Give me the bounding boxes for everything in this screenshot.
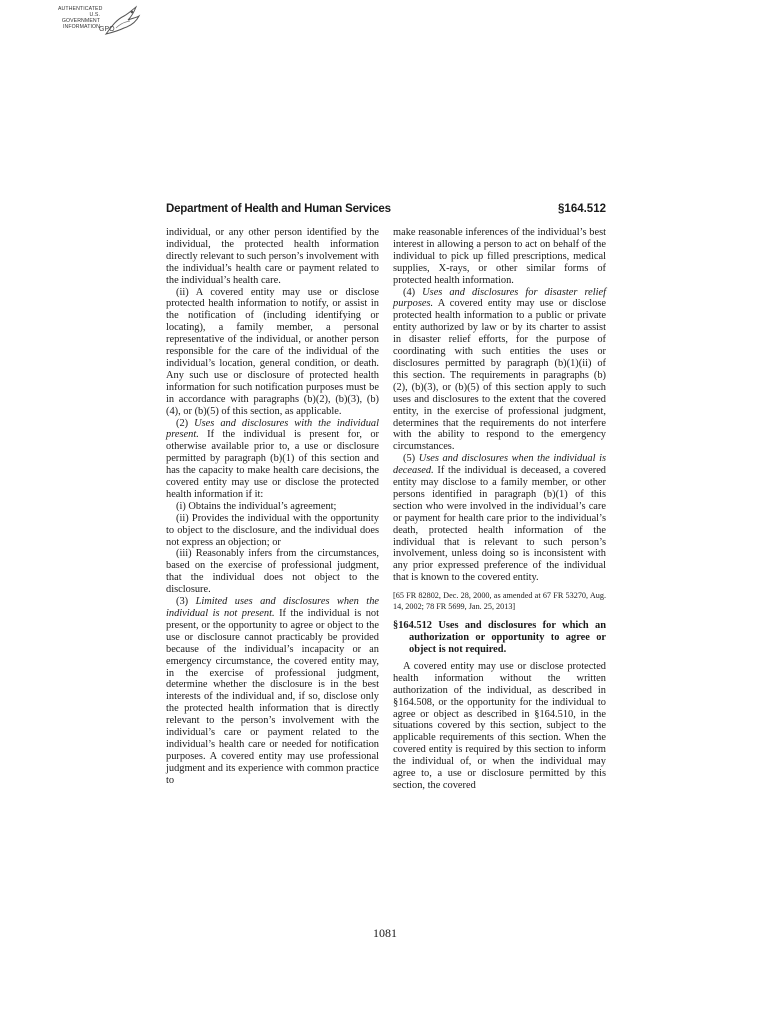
paragraph-heading: Limited uses and disclosures when the individual is not present.	[166, 596, 379, 619]
running-head	[166, 203, 606, 219]
paragraph: individual, or any other person identified by the individual, the protected health information directly relevant to such person’s involvement with the individual’s health care or payment related to the individual’s health care.	[166, 227, 379, 286]
paragraph: (i) Obtains the individual’s agreement;	[176, 500, 337, 512]
agency-title: Department of Health and Human Services	[166, 203, 391, 215]
paragraph: (3) Limited uses and disclosures when the individual is not present. If the individual is not present, or the opportunity to agree or object to the use or disclosure cannot practicably be provided because of the individual’s incapacity or an emergency circumstance, the covered entity may, in the exercise of professional judgment, determine whether the disclosure is in the best interests of the individual and, if so, disclose only the protected health information that is directly relevant to the person’s involvement with the individual’s care or payment related to the individual’s health care or needed for notification purposes. A covered entity may use professional judgment and its experience with common practice to	[166, 596, 379, 786]
paragraph: (4) Uses and disclosures for disaster relief purposes. A covered entity may use or disclose protected health information to a public or private entity authorized by law or by its charter to assist in disaster relief efforts, for the purpose of coordinating with such entities the uses or disclosures permitted by paragraph (b)(1)(ii) of this section. The requirements in paragraphs (b)(2), (b)(3), or (b)(5) of this section apply to such uses and disclosures to the extent that the covered entity, in the exercise of professional judgment, determines that the requirements do not interfere with the ability to respond to the emergency circumstances.	[393, 286, 606, 453]
gpo-authentication-seal	[58, 4, 144, 46]
paragraph: (iii) Reasonably infers from the circumstances, based on the exercise of professional judgment, that the individual does not object to the disclosure.	[166, 548, 379, 596]
left-column	[166, 227, 379, 787]
paragraph: (5) Uses and disclosures when the individual is deceased. If the individual is deceased, a covered entity may disclose to a family member, or other persons identified in paragraph (b)(1) of this section who were involved in the individual’s care or payment for health care prior to the individual’s death, protected health information of the individual that is relevant to such person’s involvement, unless doing so is inconsistent with any prior expressed preference of the individual that is known to the covered entity.	[393, 453, 606, 584]
eagle-icon	[102, 4, 142, 40]
section-heading: §164.512 Uses and disclosures for which an authorization or opportunity to agree or object is not required.	[393, 620, 606, 655]
paragraph: (ii) Provides the individual with the opportunity to object to the disclosure, and the individual does not express an objection; or	[166, 512, 379, 548]
source-note: [65 FR 82802, Dec. 28, 2000, as amended at 67 FR 53270, Aug. 14, 2002; 78 FR 5699, Jan. 25, 2013]	[393, 591, 606, 612]
paragraph: make reasonable inferences of the individual’s best interest in allowing a person to act on behalf of the individual to pick up filled prescriptions, medical supplies, X-rays, or other similar forms of protected health information.	[393, 227, 606, 286]
right-column	[393, 227, 606, 792]
seal-text: AUTHENTICATED U.S. GOVERNMENT INFORMATION	[58, 6, 103, 30]
paragraph-heading: Uses and disclosures with the individual present.	[166, 417, 379, 441]
gpo-mark: GPO	[99, 26, 115, 33]
paragraph-heading: Uses and disclosures for disaster relief purposes.	[393, 286, 606, 310]
paragraph: (2) Uses and disclosures with the individual present. If the individual is present for, or otherwise available prior to, a use or disclosure permitted by paragraph (b)(1) of this section and has the capacity to make health care decisions, the covered entity may use or disclose the protected health information if it:	[166, 417, 379, 500]
section-number: §164.512	[558, 203, 606, 215]
paragraph: (ii) A covered entity may use or disclose protected health information to notify, or assist in the notification of (including identifying or locating), a family member, a personal representative of the individual, or another person responsible for the care of the individual of the individual’s location, general condition, or death. Any such use or disclosure of protected health information for such notification purposes must be in accordance with paragraphs (b)(2), (b)(3), (b)(4), or (b)(5) of this section, as applicable.	[166, 286, 379, 417]
page-number: 1081	[373, 926, 397, 940]
paragraph-heading: Uses and disclosures when the individual is deceased.	[393, 453, 606, 477]
paragraph: A covered entity may use or disclose protected health information without the written authorization of the individual, as described in §164.508, or the opportunity for the individual to agree or object as described in §164.510, in the situations covered by this section, subject to the applicable requirements of this section. When the covered entity is required by this section to inform the individual of, or when the individual may agree to, a use or disclosure permitted by this section, the covered	[393, 660, 606, 791]
